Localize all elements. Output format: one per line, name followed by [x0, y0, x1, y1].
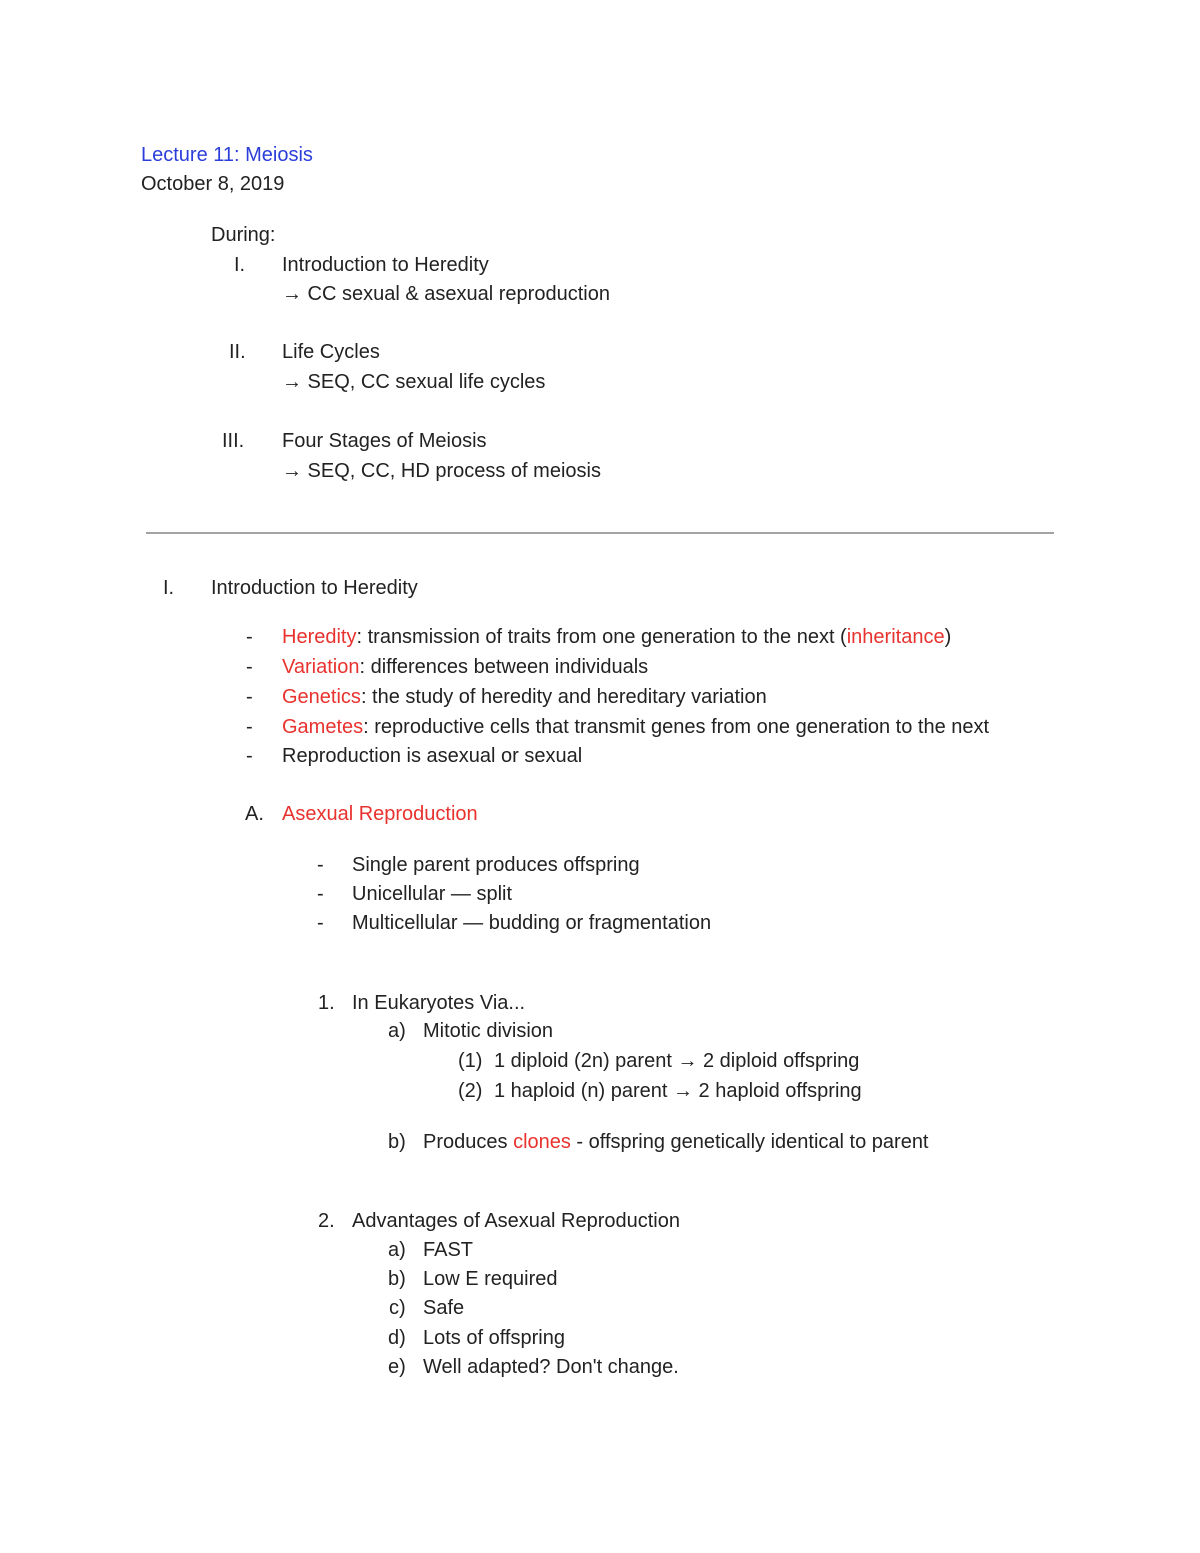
- advantage-label: e): [388, 1356, 406, 1378]
- definition-text: : the study of heredity and hereditary variation: [360, 686, 767, 708]
- overview-goal-3: → SEQ, CC, HD process of meiosis: [282, 460, 601, 482]
- overview-title-3: Four Stages of Meiosis: [282, 430, 487, 452]
- subsection-title: Asexual Reproduction: [282, 803, 478, 825]
- sub-text-b: [423, 1130, 929, 1154]
- bullet-dash: -: [246, 745, 253, 767]
- horizontal-divider: [146, 532, 1054, 534]
- bullet-dash: -: [246, 686, 253, 708]
- term-gametes: Gametes: [282, 716, 364, 738]
- bullet-reproduction: Reproduction is asexual or sexual: [282, 745, 583, 767]
- clones-pre: Produces: [423, 1131, 514, 1153]
- term-heredity: Heredity: [282, 626, 357, 648]
- section-title: Introduction to Heredity: [211, 577, 418, 599]
- point-text-2: Advantages of Asexual Reproduction: [352, 1210, 680, 1232]
- point-number-1: 1.: [318, 992, 335, 1014]
- overview-numeral-1: I.: [234, 254, 246, 276]
- clones-post: - offspring genetically identical to parent: [570, 1131, 929, 1153]
- sub-text-a: Mitotic division: [423, 1020, 554, 1042]
- term-variation: Variation: [282, 656, 360, 678]
- definition-heredity: [282, 625, 951, 649]
- point-number-2: 2.: [318, 1210, 335, 1232]
- sub-sub-label-2: (2): [458, 1080, 483, 1102]
- asexual-bullet-3: Multicellular — budding or fragmentation: [352, 912, 712, 934]
- overview-goal-2: → SEQ, CC sexual life cycles: [282, 371, 546, 393]
- advantage-item: Low E required: [423, 1268, 558, 1290]
- bullet-dash: -: [317, 912, 324, 934]
- sub-label-b: b): [388, 1131, 406, 1153]
- document-date: October 8, 2019: [141, 173, 285, 195]
- term-clones: clones: [513, 1131, 571, 1153]
- advantage-item: Well adapted? Don't change.: [423, 1356, 679, 1378]
- section-numeral: I.: [163, 577, 175, 599]
- bullet-dash: -: [246, 656, 253, 678]
- bullet-dash: -: [317, 883, 324, 905]
- definition-text: : differences between individuals: [359, 656, 649, 678]
- term-genetics: Genetics: [282, 686, 361, 708]
- bullet-dash: -: [246, 626, 253, 648]
- overview-title-1: Introduction to Heredity: [282, 254, 489, 276]
- sub-sub-text-1: 1 diploid (2n) parent → 2 diploid offspring: [494, 1050, 860, 1072]
- advantage-label: d): [388, 1327, 406, 1349]
- sub-label-a: a): [388, 1020, 406, 1042]
- advantage-label: c): [389, 1297, 406, 1319]
- definition-gametes: [282, 715, 989, 739]
- overview-numeral-3: III.: [222, 430, 245, 452]
- sub-sub-label-1: (1): [458, 1050, 483, 1072]
- definition-text: : reproductive cells that transmit genes from one generation to the next: [363, 716, 990, 738]
- asexual-bullet-2: Unicellular — split: [352, 883, 513, 905]
- advantage-item: Lots of offspring: [423, 1327, 565, 1349]
- definition-variation: [282, 655, 648, 679]
- advantage-item: Safe: [423, 1297, 465, 1319]
- definition-text-end: ): [944, 626, 952, 648]
- definition-genetics: [282, 685, 767, 709]
- document-title: Lecture 11: Meiosis: [141, 144, 313, 166]
- definition-text: : transmission of traits from one generation to the next (: [356, 626, 847, 648]
- bullet-dash: -: [317, 854, 324, 876]
- advantage-label: b): [388, 1268, 406, 1290]
- overview-numeral-2: II.: [229, 341, 246, 363]
- advantage-label: a): [388, 1239, 406, 1261]
- term-inheritance: inheritance: [846, 626, 945, 648]
- advantage-item: FAST: [423, 1239, 474, 1261]
- subsection-letter: A.: [245, 803, 264, 825]
- point-text-1: In Eukaryotes Via...: [352, 992, 526, 1014]
- overview-goal-1: → CC sexual & asexual reproduction: [282, 283, 610, 305]
- asexual-bullet-1: Single parent produces offspring: [352, 854, 640, 876]
- overview-title-2: Life Cycles: [282, 341, 380, 363]
- overview-label: During:: [211, 224, 276, 246]
- bullet-dash: -: [246, 716, 253, 738]
- sub-sub-text-2: 1 haploid (n) parent → 2 haploid offspring: [494, 1080, 862, 1102]
